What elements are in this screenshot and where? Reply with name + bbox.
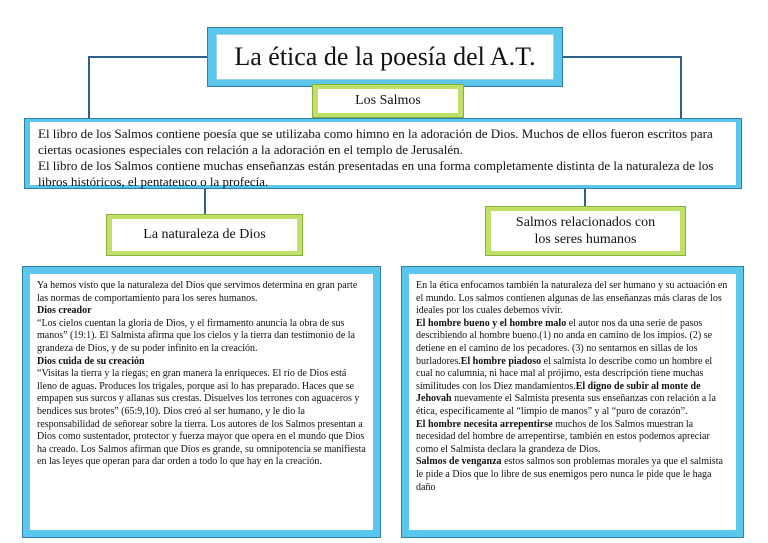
right-bold-arrepentirse: El hombre necesita arrepentirse: [416, 418, 553, 430]
right-column-box: [401, 266, 744, 538]
title-box: [207, 27, 563, 87]
right-bold-digno: El digno de subir al monte de Jehovah: [416, 380, 701, 405]
page-title: La ética de la poesía del A.T.: [216, 34, 554, 80]
connector-right-horizontal: [562, 56, 682, 58]
left-paragraph-2: “Los cielos cuentan la gloria de Dios, y el firmamento anuncia la obra de sus manos” (19:1). El Salmista afirma que los cielos y la tierra dan testimonio de la grandeza de Dios, y de su poder infinito en la creación.: [37, 317, 355, 354]
human-heading-box: [485, 206, 686, 256]
salmos-box: [312, 84, 464, 118]
right-block-venganza: [416, 456, 729, 494]
left-column-box: [22, 266, 381, 538]
connector-right-down: [584, 189, 586, 207]
left-heading-cuida: Dios cuida de su creación: [37, 355, 145, 367]
right-text-bueno: el autor nos da una serie de pasos describiendo al hombre bueno.(1) no anda en camino de los impíos. (2) se detiene en el camino de los pecadores. (3) no sentarnos en sillas de los burladores.: [416, 317, 713, 367]
right-column-text: [409, 274, 736, 530]
right-bold-venganza: Salmos de venganza: [416, 456, 502, 468]
nature-heading: La naturaleza de Dios: [112, 219, 297, 251]
nature-heading-box: [106, 214, 303, 256]
connector-left-vertical: [88, 56, 90, 119]
right-paragraph-1: En la ética enfocamos también la naturaleza del ser humano y su actuación en el mundo. Los salmos contienen algunas de las enseñanzas más claras de los ideales por los cuales debemos vivir.: [416, 280, 728, 317]
intro-line-2: El libro de los Salmos contiene muchas enseñanzas están presentadas en una forma completamente distinta de la naturaleza de los libros históricos, el pentateuco o la profecía.: [38, 158, 714, 189]
right-text-digno: nuevamente el Salmista presenta sus enseñanzas con relación a la ética, específicamente al “limpio de manos” y al “puro de corazón”.: [416, 393, 716, 417]
intro-text: [30, 122, 736, 189]
connector-left-horizontal: [88, 56, 208, 58]
intro-box: [24, 118, 742, 189]
left-heading-creador: Dios creador: [37, 305, 92, 317]
right-block-bueno: [416, 318, 729, 419]
right-text-venganza: estos salmos son problemas morales ya que el salmista le pide a Dios que lo libre de sus enemigos pero nunca le pide que le haga daño: [416, 456, 723, 493]
human-heading: Salmos relacionados con los seres humanos: [491, 211, 680, 251]
connector-right-vertical: [680, 56, 682, 119]
intro-line-1: El libro de los Salmos contiene poesía que se utilizaba como himno en la adoración de Dios. Muchos de ellos fueron escritos para ciertas ocasiones especiales con relación a la adoración en el templo de Jerusalén.: [38, 126, 713, 157]
right-text-arrepentirse: muchos de los Salmos muestran la necesidad del hombre de arrepentirse, también en estos podemos apreciar como el Salmista declara la grandeza de Dios.: [416, 418, 710, 455]
right-text-piadoso: el salmista lo describe como un hombre el cual no calumnia, ni hace mal al prójimo, esta descripción tiene muchas similitudes con los Diez mandamientos.: [416, 355, 713, 392]
connector-left-down: [204, 189, 206, 215]
right-bold-bueno: El hombre bueno y el hombre malo: [416, 317, 567, 329]
left-column-text: [30, 274, 373, 530]
right-block-arrepentirse: [416, 419, 729, 457]
right-bold-piadoso: El hombre piadoso: [460, 355, 542, 367]
left-paragraph-3: “Visitas la tierra y la riegas; en gran manera la enriqueces. El río de Dios está lleno de aguas. Produces los trigales, porque así lo has preparado. Haces que se empapen sus surcos y allanas sus crestas. Disuelves los terrones con aguaceros y bendices sus brotes” (65:9,10). Dios creó al ser humano, y le dio la responsabilidad de señorear sobre la tierra. Los autores de los Salmos presentan a Dios como sustentador, protector y fuerza mayor que opera en el mundo que Dios ha creado. Los Salmos afirman que Dios es grande, su omnipotencia se manifiesta en las leyes que operan para dar orden a todo lo que hay en la creación.: [37, 368, 366, 468]
left-paragraph-1: Ya hemos visto que la naturaleza del Dios que servimos determina en gran parte las normas de comportamiento para los seres humanos.: [37, 280, 358, 304]
salmos-label: Los Salmos: [318, 89, 458, 113]
